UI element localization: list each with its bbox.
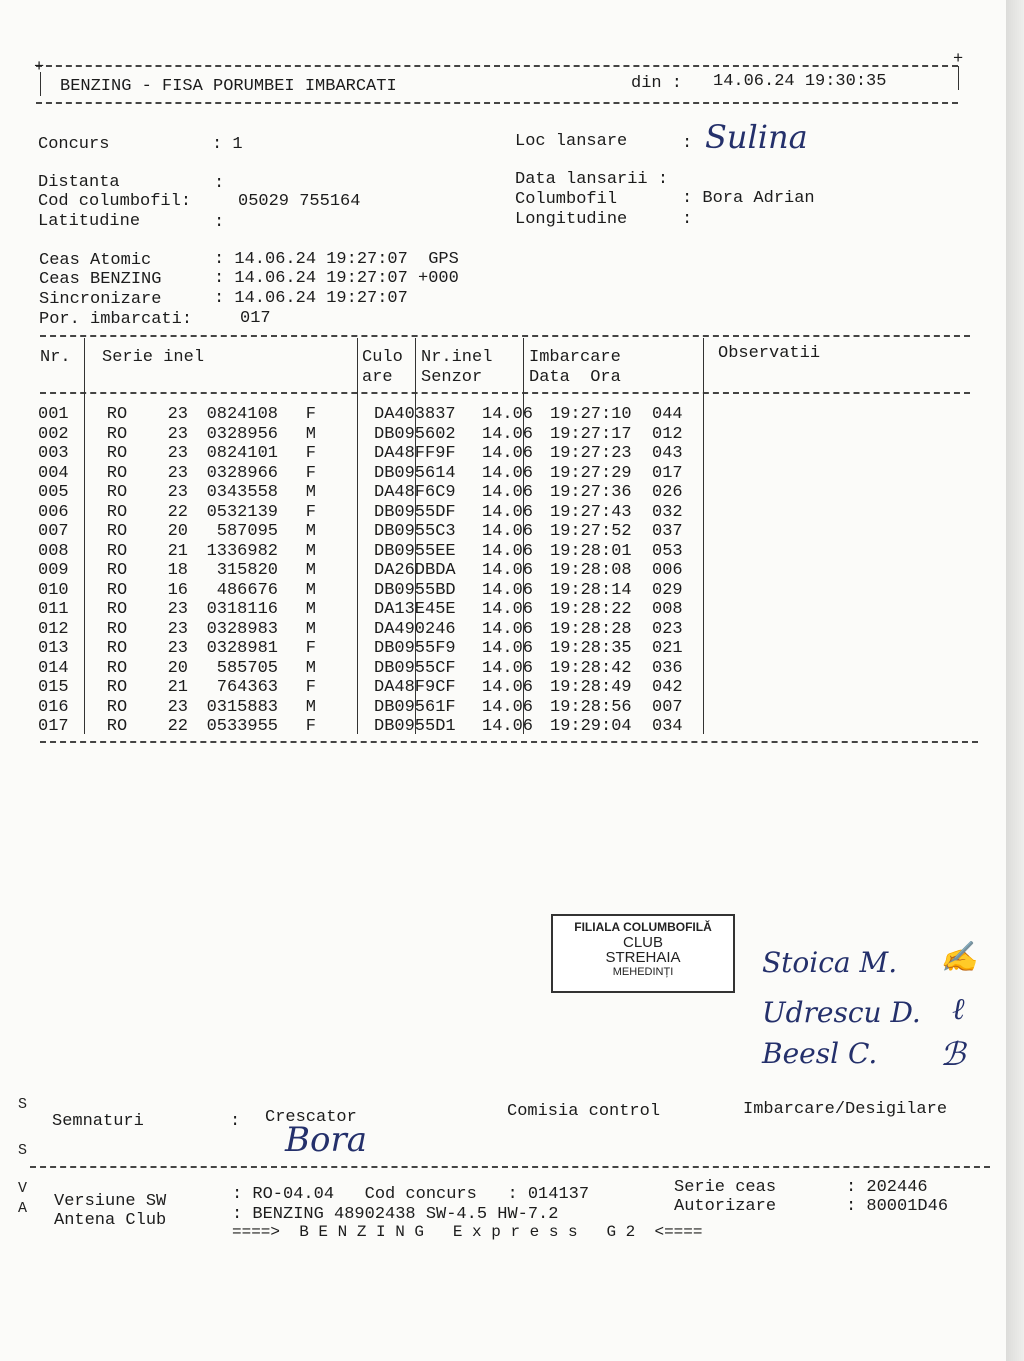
- row-sex: M: [305, 580, 316, 600]
- table-row: [38, 542, 712, 562]
- row-time: 19:27:43: [550, 502, 632, 522]
- distanta-value: :: [214, 174, 225, 193]
- serie-ceas-label: Serie ceas: [674, 1178, 777, 1197]
- table-top-rule: [40, 335, 970, 337]
- row-sex: M: [305, 600, 316, 619]
- row-nr: 010: [38, 580, 69, 600]
- row-observatii: 026: [652, 483, 683, 502]
- table-row: [38, 561, 712, 581]
- row-sex: M: [305, 541, 316, 561]
- row-chip-id: DB09561F: [374, 697, 456, 717]
- row-country: RO: [106, 717, 128, 736]
- row-color: [318, 503, 374, 523]
- row-date: 14.06: [482, 658, 534, 678]
- row-time: 19:27:29: [550, 463, 632, 483]
- row-year: 23: [167, 405, 188, 424]
- row-sex: M: [305, 522, 316, 541]
- row-chip-id: DB095602: [374, 424, 456, 444]
- row-sex: F: [305, 678, 316, 697]
- row-chip-id: DA48F6C9: [374, 483, 456, 502]
- sincronizare-value: : 14.06.24 19:27:07: [214, 289, 408, 308]
- header-top-border: [36, 65, 958, 67]
- row-time: 19:27:10: [550, 405, 632, 424]
- col-data-ora-header: Data Ora: [529, 368, 621, 387]
- cod-columbofil-label: Cod columbofil:: [38, 192, 192, 211]
- row-time: 19:28:42: [550, 658, 632, 678]
- margin-letter: S: [18, 1142, 28, 1159]
- row-nr: 009: [38, 561, 69, 580]
- row-ring-number: 764363: [216, 678, 278, 697]
- row-time: 19:29:04: [550, 717, 632, 736]
- stamp-line-3: STREHAIA: [605, 949, 681, 966]
- row-observatii: 012: [652, 424, 683, 444]
- row-ring-number: 0315883: [206, 697, 278, 717]
- row-chip-id: DB0955EE: [374, 541, 456, 561]
- porumbei-imbarcati-label: Por. imbarcati:: [39, 310, 193, 329]
- ceas-benzing-value: : 14.06.24 19:27:07 +000: [214, 269, 459, 288]
- row-color: [318, 639, 374, 659]
- row-color: [318, 561, 374, 581]
- row-date: 14.06: [482, 541, 534, 561]
- row-country: RO: [106, 600, 128, 619]
- row-year: 22: [167, 717, 188, 736]
- row-country: RO: [106, 405, 128, 424]
- row-color: [318, 581, 374, 601]
- row-time: 19:28:28: [550, 619, 632, 639]
- row-observatii: 053: [652, 541, 683, 561]
- row-sex: M: [305, 619, 316, 639]
- row-chip-id: DB0955F9: [374, 639, 456, 658]
- table-row: [38, 464, 712, 484]
- row-nr: 002: [38, 424, 69, 444]
- row-chip-id: DA48FF9F: [374, 444, 456, 463]
- margin-letter: V: [18, 1180, 28, 1197]
- row-nr: 017: [38, 717, 69, 736]
- row-date: 14.06: [482, 463, 534, 483]
- row-date: 14.06: [482, 405, 534, 424]
- table-row: [38, 698, 712, 718]
- col-observatii-header: Observatii: [718, 344, 821, 363]
- row-color: [318, 678, 374, 698]
- porumbei-imbarcati-value: 017: [240, 309, 271, 328]
- row-ring-number: 0533955: [206, 717, 278, 736]
- row-nr: 013: [38, 639, 69, 658]
- row-ring-number: 315820: [216, 561, 278, 580]
- row-time: 19:28:56: [550, 697, 632, 717]
- loc-lansare-colon: :: [682, 134, 693, 153]
- row-sex: F: [305, 639, 316, 658]
- table-row: [38, 522, 712, 542]
- table-row: [38, 600, 712, 620]
- row-date: 14.06: [482, 522, 534, 541]
- row-sex: F: [305, 444, 316, 463]
- row-time: 19:28:08: [550, 561, 632, 580]
- row-sex: M: [305, 697, 316, 717]
- row-color: [318, 620, 374, 640]
- col-serie-header: Serie inel: [102, 348, 205, 367]
- row-time: 19:28:14: [550, 580, 632, 600]
- row-ring-number: 486676: [216, 580, 278, 600]
- row-country: RO: [106, 561, 128, 580]
- row-country: RO: [106, 522, 128, 541]
- latitudine-value: :: [214, 213, 225, 232]
- header-left-border: [40, 72, 41, 96]
- row-date: 14.06: [482, 717, 534, 736]
- row-year: 20: [167, 658, 188, 678]
- printed-timestamp: 14.06.24 19:30:35: [713, 72, 887, 91]
- row-year: 23: [167, 697, 188, 717]
- row-year: 23: [167, 619, 188, 639]
- longitudine-value: :: [682, 210, 693, 229]
- row-country: RO: [106, 619, 128, 639]
- row-country: RO: [106, 444, 128, 463]
- row-chip-id: DB0955C3: [374, 522, 456, 541]
- row-year: 23: [167, 639, 188, 658]
- row-chip-id: DB0955DF: [374, 502, 456, 522]
- row-year: 23: [167, 444, 188, 463]
- table-row: [38, 405, 712, 425]
- margin-letter: A: [18, 1200, 28, 1217]
- row-ring-number: 0328981: [206, 639, 278, 658]
- row-ring-number: 1336982: [206, 541, 278, 561]
- row-country: RO: [106, 483, 128, 502]
- row-nr: 001: [38, 405, 69, 424]
- row-ring-number: 0328983: [206, 619, 278, 639]
- row-sex: M: [305, 658, 316, 678]
- row-sex: F: [305, 502, 316, 522]
- page-edge: [1006, 0, 1024, 1361]
- row-color: [318, 717, 374, 737]
- row-country: RO: [106, 697, 128, 717]
- concurs-label: Concurs: [38, 135, 110, 154]
- row-sex: F: [305, 405, 316, 424]
- ceas-atomic-label: Ceas Atomic: [39, 251, 152, 270]
- autorizare-label: Autorizare: [674, 1197, 777, 1216]
- row-sex: M: [305, 561, 316, 580]
- row-year: 21: [167, 541, 188, 561]
- row-time: 19:28:49: [550, 678, 632, 697]
- row-date: 14.06: [482, 424, 534, 444]
- crescator-label: Crescator: [265, 1108, 357, 1127]
- version-line-1: : RO-04.04 Cod concurs : 014137: [232, 1185, 590, 1204]
- version-line-3: ====> B E N Z I N G E x p r e s s G 2 <====: [232, 1223, 703, 1241]
- row-chip-id: DA13E45E: [374, 600, 456, 619]
- row-observatii: 036: [652, 658, 683, 678]
- row-ring-number: 0532139: [206, 502, 278, 522]
- sincronizare-label: Sincronizare: [39, 290, 162, 309]
- signature-udrescu: Udrescu D.: [762, 996, 921, 1029]
- row-ring-number: 0328956: [206, 424, 278, 444]
- row-sex: M: [305, 483, 316, 502]
- row-date: 14.06: [482, 600, 534, 619]
- row-chip-id: DB0955D1: [374, 717, 456, 736]
- row-sex: M: [305, 424, 316, 444]
- footer-rule: [30, 1166, 990, 1168]
- row-chip-id: DA490246: [374, 619, 456, 639]
- row-year: 16: [167, 580, 188, 600]
- row-ring-number: 0328966: [206, 463, 278, 483]
- row-color: [318, 425, 374, 445]
- row-date: 14.06: [482, 444, 534, 463]
- table-row: [38, 444, 712, 464]
- row-observatii: 021: [652, 639, 683, 658]
- row-chip-id: DB0955BD: [374, 580, 456, 600]
- row-year: 21: [167, 678, 188, 697]
- table-row: [38, 659, 712, 679]
- stamp-line-4: MEHEDINȚI: [612, 966, 674, 978]
- cod-columbofil-value: 05029 755164: [238, 192, 361, 211]
- row-observatii: 044: [652, 405, 683, 424]
- col-nrinel-header: Nr.inel: [421, 348, 493, 367]
- row-chip-id: DA403837: [374, 405, 456, 424]
- row-country: RO: [106, 424, 128, 444]
- imbarcare-desigilare-label: Imbarcare/Desigilare: [743, 1100, 948, 1119]
- row-time: 19:27:36: [550, 483, 632, 502]
- columbofil-label: Columbofil: [515, 190, 618, 209]
- row-time: 19:27:17: [550, 424, 632, 444]
- row-ring-number: 0824108: [206, 405, 278, 424]
- row-nr: 008: [38, 541, 69, 561]
- row-time: 19:28:01: [550, 541, 632, 561]
- signature-mark: ℬ: [940, 1035, 966, 1073]
- row-country: RO: [106, 502, 128, 522]
- row-chip-id: DA48F9CF: [374, 678, 456, 697]
- row-ring-number: 0824101: [206, 444, 278, 463]
- row-chip-id: DB095614: [374, 463, 456, 483]
- row-chip-id: DB0955CF: [374, 658, 456, 678]
- row-nr: 012: [38, 619, 69, 639]
- serie-ceas-value: : 202446: [846, 1178, 928, 1197]
- crescator-signature: Bora: [285, 1120, 367, 1160]
- header-right-border: [958, 66, 959, 90]
- row-sex: F: [305, 463, 316, 483]
- row-year: 23: [167, 424, 188, 444]
- table-row: [38, 620, 712, 640]
- row-time: 19:27:52: [550, 522, 632, 541]
- table-row: [38, 581, 712, 601]
- row-nr: 015: [38, 678, 69, 697]
- header-bottom-border: [36, 102, 958, 104]
- row-nr: 016: [38, 697, 69, 717]
- row-country: RO: [106, 658, 128, 678]
- row-country: RO: [106, 580, 128, 600]
- row-country: RO: [106, 463, 128, 483]
- row-observatii: 008: [652, 600, 683, 619]
- col-senzor-header: Senzor: [421, 368, 483, 387]
- row-color: [318, 483, 374, 503]
- row-date: 14.06: [482, 502, 534, 522]
- row-nr: 006: [38, 502, 69, 522]
- row-year: 22: [167, 502, 188, 522]
- row-observatii: 034: [652, 717, 683, 736]
- row-color: [318, 464, 374, 484]
- row-country: RO: [106, 639, 128, 658]
- col-culo-header: Culo: [362, 348, 403, 367]
- row-date: 14.06: [482, 678, 534, 697]
- row-ring-number: 587095: [216, 522, 278, 541]
- row-nr: 005: [38, 483, 69, 502]
- columbofil-value: : Bora Adrian: [682, 189, 815, 208]
- row-date: 14.06: [482, 619, 534, 639]
- row-observatii: 023: [652, 619, 683, 639]
- row-ring-number: 585705: [216, 658, 278, 678]
- row-color: [318, 444, 374, 464]
- table-row: [38, 483, 712, 503]
- loc-lansare-handwritten: Sulina: [705, 118, 808, 156]
- row-observatii: 037: [652, 522, 683, 541]
- autorizare-value: : 80001D46: [846, 1197, 949, 1216]
- col-nr-header: Nr.: [40, 348, 71, 367]
- table-row: [38, 425, 712, 445]
- signature-beesl: Beesl C.: [762, 1037, 878, 1070]
- col-imbarcare-header: Imbarcare: [529, 348, 621, 367]
- row-nr: 007: [38, 522, 69, 541]
- row-date: 14.06: [482, 580, 534, 600]
- row-time: 19:27:23: [550, 444, 632, 463]
- row-nr: 003: [38, 444, 69, 463]
- row-country: RO: [106, 541, 128, 561]
- signature-mark: ✍: [940, 940, 978, 975]
- versiune-sw-label: Versiune SW: [54, 1192, 167, 1211]
- stamp-line-1: FILIALA COLUMBOFILĂ: [574, 920, 712, 934]
- ceas-atomic-value: : 14.06.24 19:27:07 GPS: [214, 250, 459, 269]
- comisia-label: Comisia control: [507, 1102, 661, 1121]
- signature-stoica: Stoica M.: [762, 946, 898, 979]
- row-nr: 011: [38, 600, 69, 619]
- row-observatii: 007: [652, 697, 683, 717]
- semnaturi-label: Semnaturi: [52, 1112, 144, 1131]
- row-date: 14.06: [482, 483, 534, 502]
- row-year: 23: [167, 600, 188, 619]
- row-nr: 014: [38, 658, 69, 678]
- table-row: [38, 717, 712, 737]
- table-row: [38, 639, 712, 659]
- row-sex: F: [305, 717, 316, 736]
- row-country: RO: [106, 678, 128, 697]
- row-color: [318, 522, 374, 542]
- stamp-line-2: CLUB: [622, 934, 663, 951]
- row-observatii: 006: [652, 561, 683, 580]
- row-nr: 004: [38, 463, 69, 483]
- ceas-benzing-label: Ceas BENZING: [39, 270, 162, 289]
- pigeon-table: [38, 405, 712, 737]
- longitudine-label: Longitudine: [515, 210, 628, 229]
- distanta-label: Distanta: [38, 173, 120, 192]
- table-row: [38, 678, 712, 698]
- row-color: [318, 659, 374, 679]
- row-date: 14.06: [482, 697, 534, 717]
- data-lansarii-label: Data lansarii :: [515, 170, 669, 189]
- table-bottom-rule: [40, 741, 978, 743]
- club-stamp: [551, 914, 735, 993]
- concurs-value: : 1: [212, 135, 243, 154]
- row-color: [318, 405, 374, 425]
- loc-lansare-label: Loc lansare: [515, 132, 628, 151]
- row-color: [318, 542, 374, 562]
- header-corner: +: [34, 58, 45, 77]
- row-color: [318, 600, 374, 620]
- row-year: 23: [167, 483, 188, 502]
- latitudine-label: Latitudine: [38, 212, 141, 231]
- row-date: 14.06: [482, 639, 534, 658]
- margin-letter: S: [18, 1096, 28, 1113]
- row-ring-number: 0343558: [206, 483, 278, 502]
- table-row: [38, 503, 712, 523]
- table-header-rule: [40, 392, 970, 394]
- row-time: 19:28:22: [550, 600, 632, 619]
- row-year: 23: [167, 463, 188, 483]
- row-chip-id: DA26DBDA: [374, 561, 456, 580]
- row-color: [318, 698, 374, 718]
- version-line-2: : BENZING 48902438 SW-4.5 HW-7.2: [232, 1205, 559, 1224]
- semnaturi-colon: :: [230, 1112, 241, 1131]
- row-year: 18: [167, 561, 188, 580]
- row-observatii: 029: [652, 580, 683, 600]
- row-time: 19:28:35: [550, 639, 632, 658]
- antena-club-label: Antena Club: [54, 1211, 167, 1230]
- row-date: 14.06: [482, 561, 534, 580]
- signature-mark: ℓ: [952, 992, 965, 1027]
- row-observatii: 032: [652, 502, 683, 522]
- row-observatii: 017: [652, 463, 683, 483]
- din-label: din :: [631, 74, 683, 93]
- col-are-header: are: [362, 368, 393, 387]
- document-title: BENZING - FISA PORUMBEI IMBARCATI: [60, 77, 397, 96]
- row-year: 20: [167, 522, 188, 541]
- header-corner: +: [953, 50, 964, 69]
- row-ring-number: 0318116: [206, 600, 278, 619]
- row-observatii: 042: [652, 678, 683, 697]
- row-observatii: 043: [652, 444, 683, 463]
